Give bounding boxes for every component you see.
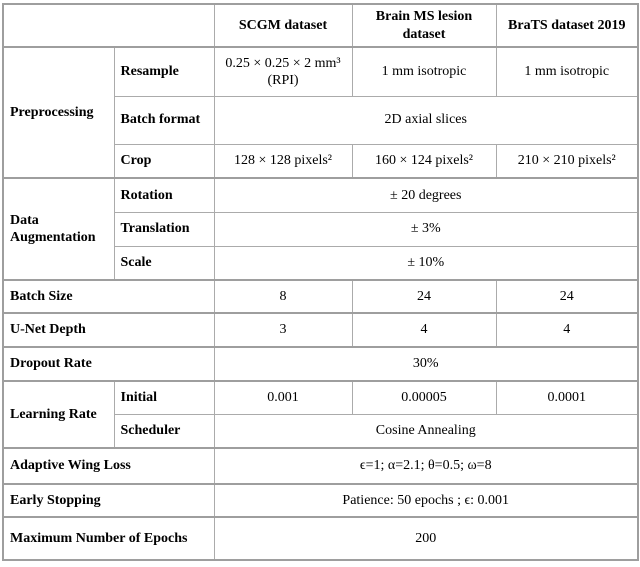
crop-brats-value: 210 × 210 pixels² xyxy=(496,144,638,178)
batch-format-value: 2D axial slices xyxy=(214,96,638,144)
table-row xyxy=(3,517,638,560)
crop-ms-value: 160 × 124 pixels² xyxy=(352,144,496,178)
batch-size-ms-value: 24 xyxy=(352,280,496,313)
header-brain-ms-lesion-dataset: Brain MS lesion dataset xyxy=(352,4,496,47)
dropout-rate-label: Dropout Rate xyxy=(3,347,214,381)
adaptive-wing-loss-value: ϵ=1; α=2.1; θ=0.5; ω=8 xyxy=(214,448,638,484)
translation-label: Translation xyxy=(114,212,214,246)
table-row xyxy=(3,484,638,517)
crop-scgm-value: 128 × 128 pixels² xyxy=(214,144,352,178)
batch-size-scgm-value: 8 xyxy=(214,280,352,313)
resample-ms-value: 1 mm isotropic xyxy=(352,47,496,96)
table-row xyxy=(3,381,638,414)
initial-label: Initial xyxy=(114,381,214,414)
unet-depth-scgm-value: 3 xyxy=(214,313,352,347)
table-row xyxy=(3,4,638,47)
hyperparameter-table-container xyxy=(2,3,639,561)
initial-lr-scgm-value: 0.001 xyxy=(214,381,352,414)
learning-rate-group-label: Learning Rate xyxy=(3,381,114,448)
unet-depth-ms-value: 4 xyxy=(352,313,496,347)
data-augmentation-group-label: Data Augmentation xyxy=(3,178,114,280)
header-brats-dataset-2019: BraTS dataset 2019 xyxy=(496,4,638,47)
rotation-value: ± 20 degrees xyxy=(214,178,638,212)
dropout-rate-value: 30% xyxy=(214,347,638,381)
early-stopping-label: Early Stopping xyxy=(3,484,214,517)
header-scgm-dataset: SCGM dataset xyxy=(214,4,352,47)
table-row xyxy=(3,448,638,484)
batch-format-label: Batch format xyxy=(114,96,214,144)
scale-label: Scale xyxy=(114,246,214,280)
scheduler-label: Scheduler xyxy=(114,414,214,448)
resample-scgm-value: 0.25 × 0.25 × 2 mm³ (RPI) xyxy=(214,47,352,96)
table-row xyxy=(3,47,638,96)
scale-value: ± 10% xyxy=(214,246,638,280)
hyperparameter-table xyxy=(2,3,639,561)
unet-depth-label: U-Net Depth xyxy=(3,313,214,347)
rotation-label: Rotation xyxy=(114,178,214,212)
table-row xyxy=(3,280,638,313)
table-row xyxy=(3,313,638,347)
unet-depth-brats-value: 4 xyxy=(496,313,638,347)
initial-lr-brats-value: 0.0001 xyxy=(496,381,638,414)
resample-label: Resample xyxy=(114,47,214,96)
resample-brats-value: 1 mm isotropic xyxy=(496,47,638,96)
crop-label: Crop xyxy=(114,144,214,178)
batch-size-brats-value: 24 xyxy=(496,280,638,313)
max-epochs-value: 200 xyxy=(214,517,638,560)
max-epochs-label: Maximum Number of Epochs xyxy=(3,517,214,560)
translation-value: ± 3% xyxy=(214,212,638,246)
preprocessing-group-label: Preprocessing xyxy=(3,47,114,178)
scheduler-value: Cosine Annealing xyxy=(214,414,638,448)
table-row xyxy=(3,347,638,381)
early-stopping-value: Patience: 50 epochs ; ϵ: 0.001 xyxy=(214,484,638,517)
table-row xyxy=(3,178,638,212)
header-blank-cell xyxy=(3,4,214,47)
adaptive-wing-loss-label: Adaptive Wing Loss xyxy=(3,448,214,484)
batch-size-label: Batch Size xyxy=(3,280,214,313)
initial-lr-ms-value: 0.00005 xyxy=(352,381,496,414)
